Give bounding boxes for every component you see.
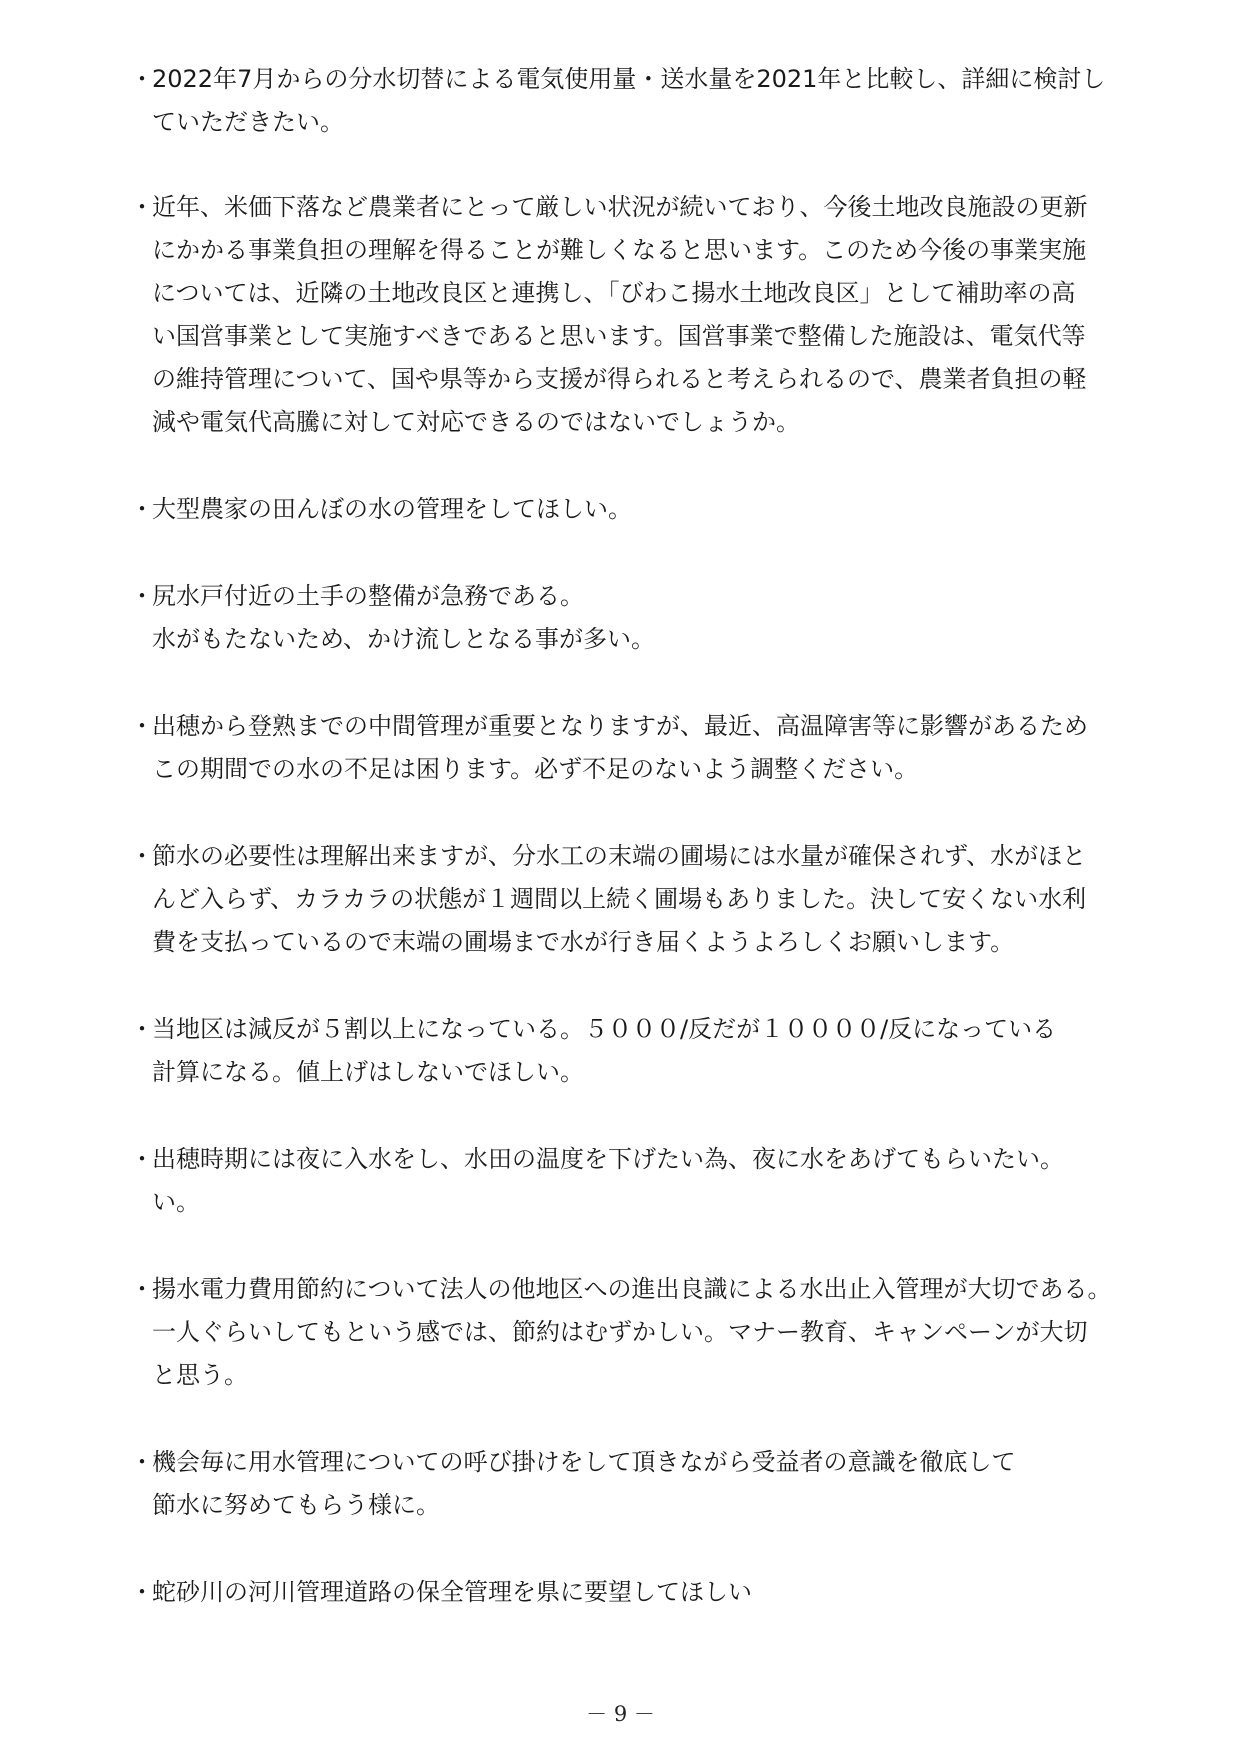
comment-list [130,58,1210,1614]
list-item [130,1268,1210,1397]
list-item [130,1571,1210,1614]
item-line: 節水の必要性は理解出来ますが、分水工の末端の圃場には水量が確保されず、水がほと [152,842,1087,870]
item-line: 2022年7月からの分水切替による電気使用量・送水量を2021年と比較し、詳細に検討し [152,65,1106,93]
list-item [130,1008,1210,1094]
item-line: 計算になる。値上げはしないでほしい。 [152,1058,584,1086]
list-item [130,835,1210,964]
bullet: ・ [130,1145,154,1173]
item-line: 当地区は減反が５割以上になっている。５０００/反だが１００００/反になっている [152,1015,1057,1043]
item-line: にかかる事業負担の理解を得ることが難しくなると思います。このため今後の事業実施 [152,236,1087,264]
bullet: ・ [130,193,154,221]
bullet: ・ [130,582,154,610]
bullet: ・ [130,1015,154,1043]
item-line: 大型農家の田んぼの水の管理をしてほしい。 [152,495,632,523]
list-item [130,58,1210,144]
item-line: の維持管理について、国や県等から支援が得られると考えられるので、農業者負担の軽 [152,365,1087,393]
bullet: ・ [130,65,154,93]
item-line: 水がもたないため、かけ流しとなる事が多い。 [152,625,656,653]
item-line: 費を支払っているので末端の圃場まで水が行き届くようよろしくお願いします。 [152,928,1015,956]
list-item [130,705,1210,791]
item-line: 出穂時期には夜に入水をし、水田の温度を下げたい為、夜に水をあげてもらいたい。 [152,1145,1064,1173]
bullet: ・ [130,1275,154,1303]
list-item [130,488,1210,531]
item-line: 尻水戸付近の土手の整備が急務である。 [152,582,584,610]
item-line: 節水に努めてもらう様に。 [152,1491,440,1519]
item-line: 揚水電力費用節約について法人の他地区への進出良識による水出止入管理が大切である。 [152,1275,1112,1303]
item-line: と思う。 [152,1361,248,1389]
item-line: 出穂から登熟までの中間管理が重要となりますが、最近、高温障害等に影響があるため [152,712,1088,740]
list-item [130,575,1210,661]
bullet: ・ [130,842,154,870]
item-line: この期間での水の不足は困ります。必ず不足のないよう調整ください。 [152,755,919,783]
item-line: んど入らず、カラカラの状態が１週間以上続く圃場もありました。決して安くない水利 [152,885,1087,913]
list-item [130,1441,1210,1527]
item-line: い国営事業として実施すべきであると思います。国営事業で整備した施設は、電気代等 [152,322,1086,350]
item-line: ていただきたい。 [152,108,344,136]
item-line: 機会毎に用水管理についての呼び掛けをして頂きながら受益者の意識を徹底して [152,1448,1016,1476]
bullet: ・ [130,495,154,523]
bullet: ・ [130,1448,154,1476]
bullet: ・ [130,1578,154,1606]
item-line: については、近隣の土地改良区と連携し、「びわこ揚水土地改良区」として補助率の高 [152,279,1076,307]
item-line: 一人ぐらいしてもという感では、節約はむずかしい。マナー教育、キャンペーンが大切 [152,1318,1088,1346]
page-number: － 9 － [586,1702,655,1726]
list-item [130,186,1210,444]
item-line: 蛇砂川の河川管理道路の保全管理を県に要望してほしい [152,1578,752,1606]
bullet: ・ [130,712,154,740]
item-line: 近年、米価下落など農業者にとって厳しい状況が続いており、今後土地改良施設の更新 [152,193,1088,221]
list-item [130,1138,1210,1224]
item-line: 減や電気代高騰に対して対応できるのではないでしょうか。 [152,408,800,436]
item-line: い。 [152,1188,200,1216]
